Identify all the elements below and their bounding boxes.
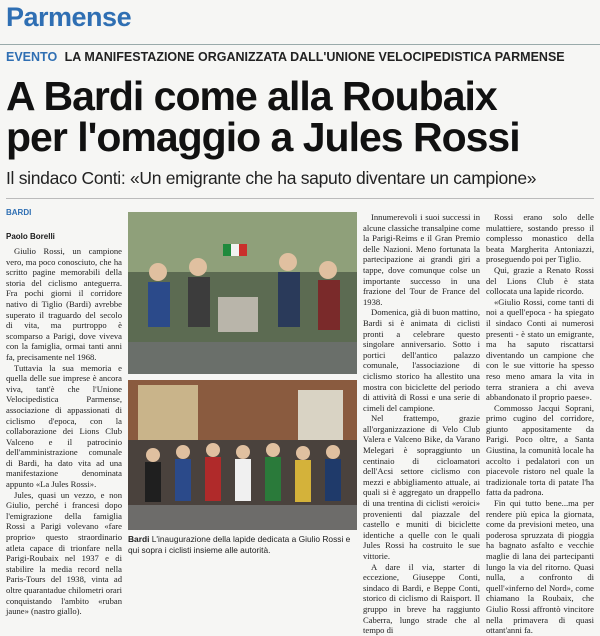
section-title: Parmense — [6, 2, 132, 32]
kicker-tag: EVENTO — [6, 50, 58, 64]
photo-caption — [128, 534, 357, 555]
dateline-location: BARDI — [6, 208, 32, 217]
paragraph: A dare il via, starter di eccezione, Giuseppe Conti, sindaco di Bardi, e Beppe Conti, storico di ciclismo di Raisport. Il gruppo in breve ha raggiunto Caberra, lungo strade che al tempo di — [363, 561, 480, 636]
paragraph: Commosso Jacqui Soprani, primo cugino del corridore, giunto appositamente da Parigi. Poco oltre, a Santa Giustina, la comunità locale ha accolto i pedalatori con un piacevole ristoro nel quale la tradizionale torta di patate l'ha fatta da padrona. — [486, 402, 594, 498]
headline — [6, 73, 596, 160]
paragraph: Giulio Rossi, un campione vero, ma poco conosciuto, che ha scritto pagine memorabili della storia del ciclismo anteguerra. Fra pochi giorni il corridore nativo di Tiglio (Bardi) avrebbe superato il traguardo del secolo di vita, ma purtroppo è scomparso a Parigi, dove viveva con la famiglia, ormai tanti anni fa, precisamente nel 1968. — [6, 246, 122, 362]
paragraph: Qui, grazie a Renato Rossi del Lions Club è stata collocata una lapide ricordo. — [486, 264, 594, 297]
paragraph: Domenica, già di buon mattino, Bardi si è animata di ciclisti pronti a celebrare questo singolare anniversario. Sotto i portici dell'antico palazzo comunale, l'associazione di ciclismo storico ha allestito una mostra con biciclette del periodo di attività di Rossi e una serie di cimeli del campione. — [363, 307, 480, 413]
article-column-4 — [486, 212, 594, 636]
subheadline: Il sindaco Conti: «Un emigrante che ha saputo diventare un campione» — [6, 168, 537, 188]
paragraph: Nel frattempo, grazie all'organizzazione di Velo Club Valera e Valceno Bike, da Varano Melegari è sopraggiunto un centinaio di cicloamatori dell'Acsi settore ciclismo con mezzi e abbigliamento attuale, ai quali si è aggregato un drappello di una trentina di ciclisti «eroici» provenienti dal piazzale del castello e muniti di biciclette identiche a quelle con le quali Jules Rossi ha costruito le sue vittorie. — [363, 413, 480, 561]
photo-plaque-unveiling — [128, 212, 357, 374]
paragraph: Innumerevoli i suoi successi in alcune classiche transalpine come la Parigi-Reims e il Gran Premio delle Nazioni. Meno fortunata la partecipazione ai grandi giri a tappe, dove comunque colse un importante successo in una frazione del Tour de France del 1938. — [363, 212, 480, 307]
paragraph: Fin qui tutto bene...ma per rendere più epica la giornata, come da previsioni meteo, una poderosa spruzzata di pioggia ha bagnato asfalto e vecchie maglie di lana dei partecipanti lungo la via del ritorno. Quasi nulla, a confronto di quell'«inferno del Nord», come chiamano la Roubaix, che Giulio Rossi affrontò vincitore nella primavera di quasi ottant'anni fa. — [486, 498, 594, 636]
paragraph: Tuttavia la sua memoria e quella delle sue imprese è ancora viva, tant'è che l'Unione Velocipedistica Parmense, associazione di appassionati di ciclismo d'epoca, con la collaborazione dei Lions Club Valceno e il patrocinio dell'amministrazione comunale di Bardi, ha dato vita ad una manifestazione denominata appunto «La Jules Rossi». — [6, 362, 122, 490]
photo-cyclists-group — [128, 380, 357, 530]
article-column-3 — [363, 212, 480, 636]
paragraph: «Giulio Rossi, come tanti di noi a quell'epoca - ha spiegato il sindaco Conti ai numerosi presenti - è stato un emigrante, ma ha saputo riscattarsi diventando un campione che con le sue vittorie ha spesso reso meno amara la vita in terra straniera a chi aveva abbandonato il proprio paese». — [486, 296, 594, 403]
headline-line-1: A Bardi come alla Roubaix — [6, 73, 497, 119]
kicker-text: LA MANIFESTAZIONE ORGANIZZATA DALL'UNIONE VELOCIPEDISTICA PARMENSE — [64, 50, 565, 64]
photo-cyclists-illustration — [128, 380, 357, 530]
top-divider — [0, 44, 600, 45]
byline-author: Paolo Borelli — [6, 232, 55, 241]
article-column-1 — [6, 246, 122, 617]
headline-line-2: per l'omaggio a Jules Rossi — [6, 114, 520, 160]
mid-divider — [6, 198, 594, 199]
caption-place: Bardi — [128, 534, 150, 544]
kicker — [6, 50, 565, 64]
caption-text: L'inaugurazione della lapide dedicata a Giulio Rossi e qui sopra i ciclisti insieme alle autorità. — [128, 534, 351, 555]
paragraph: Jules, quasi un vezzo, e non Giulio, perché i francesi dopo l'emigrazione della famiglia Rossi a Parigi volevano «fare proprio» questo straordinario atleta capace di trionfare nella Parigi-Roubaix nel 1937 e di stabilire la media record nella Paris-Tours del 1938, vinta ad oltre quarantadue chilometri orari conquistando l'ambito «ruban jaune» (nastro giallo). — [6, 489, 122, 617]
photo-plaque-illustration — [128, 212, 357, 374]
paragraph: Rossi erano solo delle mulattiere, sostando presso il complesso monastico della beata Margherita Antoniazzi, proseguendo poi per Tiglio. — [486, 212, 594, 265]
